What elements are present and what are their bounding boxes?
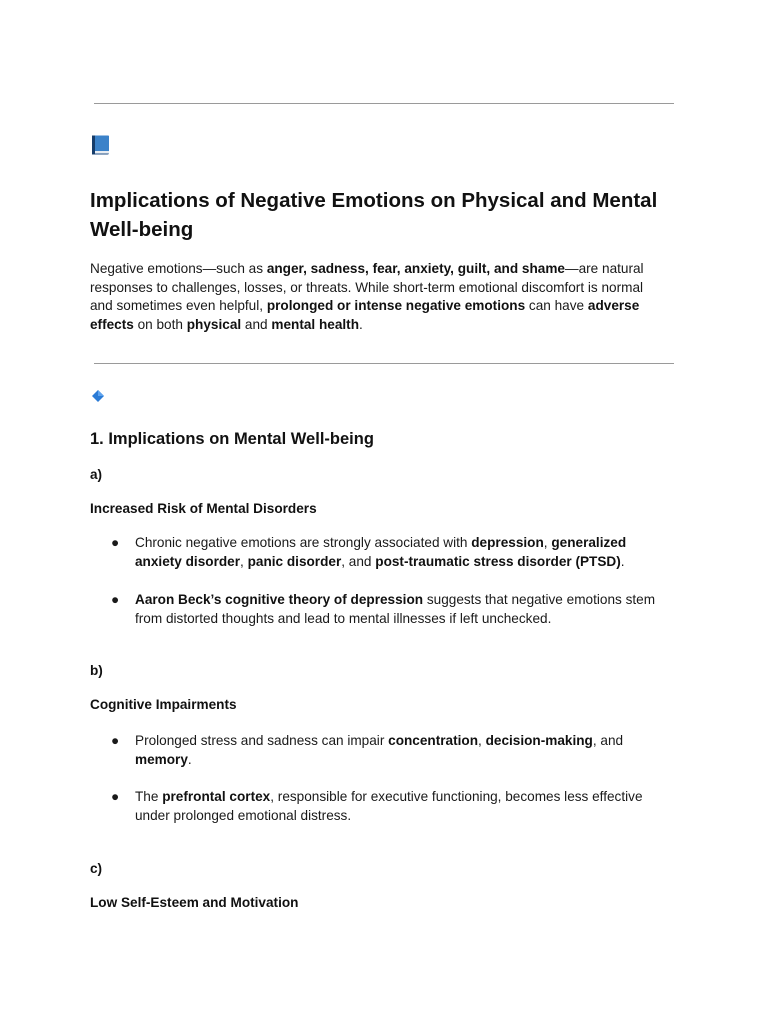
intro-paragraph (90, 260, 665, 334)
text-run: Prolonged stress and sadness can impair (135, 733, 389, 748)
bold-text: anger, sadness, fear, anxiety, guilt, and shame (266, 261, 565, 276)
text-run: Chronic negative emotions are strongly associated with (135, 535, 472, 550)
bold-text: depression (471, 535, 544, 550)
text-run: . (620, 553, 625, 569)
list-item-text (135, 534, 667, 571)
diamond-icon (91, 389, 105, 403)
bold-text: generalized anxiety disorder (135, 535, 627, 569)
text-run: , and (341, 553, 376, 569)
bold-text: adverse effects (90, 298, 640, 332)
section-heading: 1. Implications on Mental Well-being (90, 430, 374, 448)
text-run: can have (525, 298, 588, 314)
subsection-heading: Low Self-Esteem and Motivation (90, 895, 299, 910)
bullet-icon: ● (111, 789, 120, 804)
text-run: suggests that negative emotions stem from distorted thoughts and lead to mental illnesses if left unchecked. (135, 592, 656, 626)
text-run: , (240, 553, 248, 569)
text-run: The (135, 789, 163, 804)
text-run: Negative emotions—such as (90, 261, 267, 276)
bold-text: concentration (388, 733, 479, 748)
subsection-label: c) (90, 861, 103, 876)
subsection-heading: Cognitive Impairments (90, 697, 237, 712)
subsection-heading: Increased Risk of Mental Disorders (90, 501, 317, 516)
text-run: . (359, 316, 363, 332)
list-item-text (135, 732, 667, 769)
horizontal-divider (94, 103, 674, 104)
list-item-text (135, 788, 667, 825)
text-run: . (187, 751, 192, 767)
text-run: and (241, 316, 272, 332)
text-run: on both (133, 316, 187, 332)
bold-text: decision-making (485, 733, 593, 748)
bullet-icon: ● (111, 733, 120, 748)
subsection-label: a) (90, 467, 103, 482)
text-run: , and (592, 733, 624, 748)
book-icon (91, 134, 111, 156)
bold-text: post-traumatic stress disorder (PTSD) (375, 553, 621, 569)
bold-text: Aaron Beck’s cognitive theory of depression (135, 592, 424, 607)
bold-text: panic disorder (247, 553, 342, 569)
text-run: , (543, 535, 552, 550)
bold-text: prefrontal cortex (162, 789, 271, 804)
bold-text: physical (186, 316, 242, 332)
list-item-text (135, 591, 667, 628)
text-run: —are natural responses to challenges, losses, or threats. While short-term emotional discomfort is normal and sometimes even helpful, (90, 261, 644, 314)
bold-text: memory (135, 751, 188, 767)
bullet-icon: ● (111, 592, 120, 607)
text-run: , responsible for executive functioning, becomes less effective under prolonged emotional distress. (135, 789, 643, 823)
text-run: , (478, 733, 486, 748)
bold-text: mental health (271, 316, 360, 332)
bullet-icon: ● (111, 535, 120, 550)
page-title: Implications of Negative Emotions on Physical and Mental Well-being (90, 189, 658, 241)
subsection-label: b) (90, 663, 103, 678)
bold-text: prolonged or intense negative emotions (266, 298, 526, 314)
horizontal-divider (94, 363, 674, 364)
